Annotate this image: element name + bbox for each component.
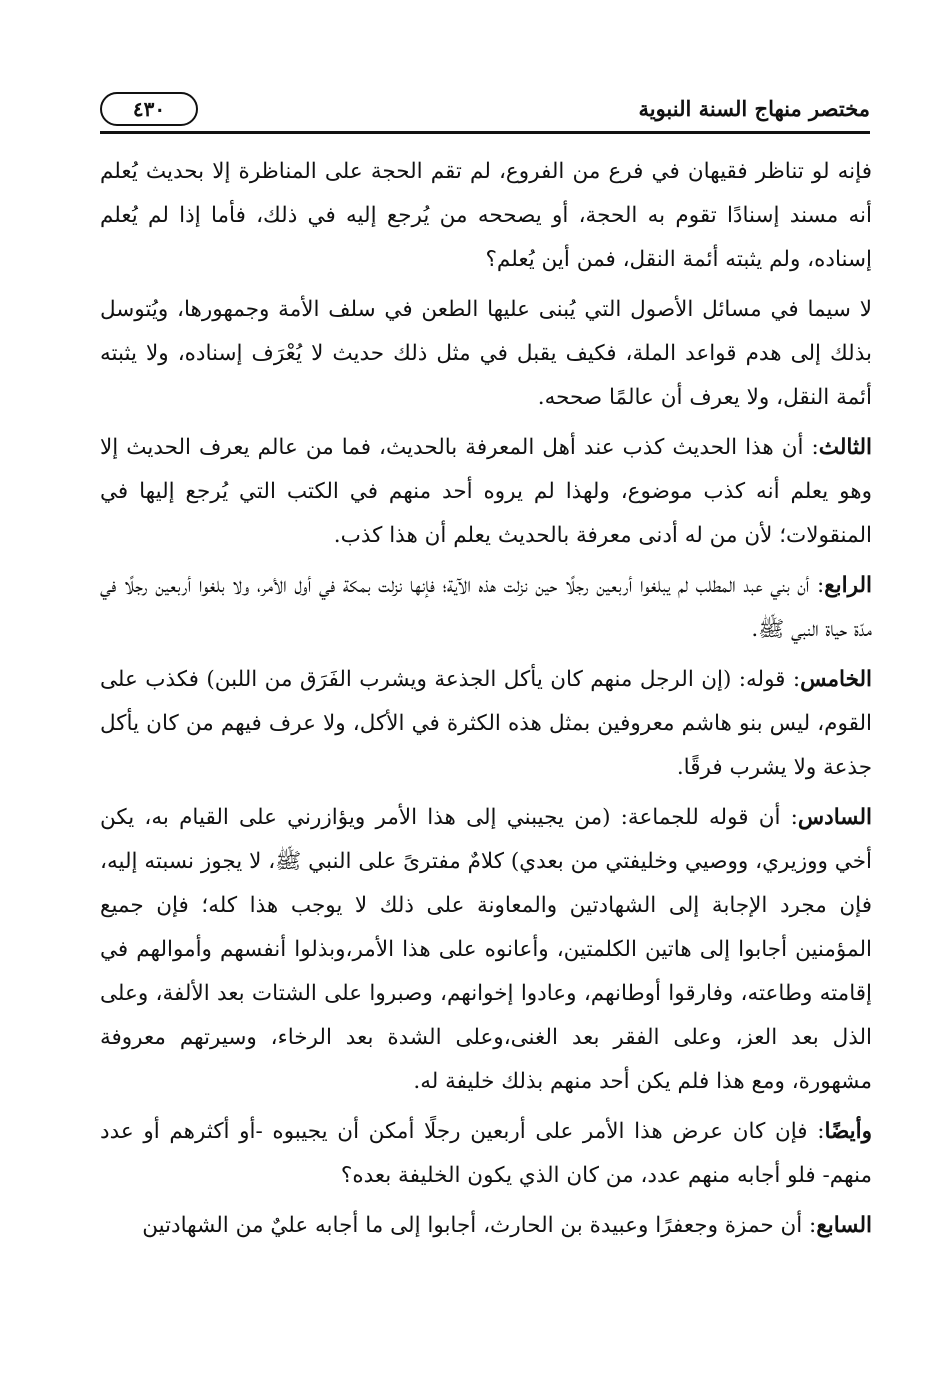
page-body xyxy=(100,150,872,1248)
paragraph-text: : أن قوله للجماعة: (من يجيبني إلى هذا الأمر ويؤازرني على القيام به، يكن أخي ووزيري، ووصيي وخليفتي من بعدي) كلامٌ مفترىً على النبي ﷺ، لا يجوز نسبته إليه، فإن مجرد الإجابة إلى الشهادتين والمعاونة على ذلك لا يوجب هذا كله؛ فإن جميع المؤمنين أجابوا إلى هاتين الكلمتين، وأعانوه على هذا الأمر،وبذلوا أنفسهم وأموالهم في إقامته وطاعته، وفارقوا أوطانهم، وعادوا إخوانهم، وصبروا على الشتات بعد الألفة، وعلى الذل بعد العز، وعلى الفقر بعد الغنى،وعلى الشدة بعد الرخاء، وسيرتهم معروفة مشهورة، ومع هذا فلم يكن أحد منهم بذلك خليفة له. xyxy=(100,805,872,1094)
running-title: مختصر منهاج السنة النبوية xyxy=(638,96,870,121)
page-number-badge: ٤٣٠ xyxy=(100,92,198,126)
paragraph-text: : فإن كان عرض هذا الأمر على أربعين رجلًا أمكن أن يجيبوه -أو أكثرهم أو عدد منهم- فلو أجابه منهم عدد، من كان الذي يكون الخليفة بعده؟ xyxy=(100,1119,872,1188)
paragraph-text: : أن بني عبد المطلب لم يبلغوا أربعين رجلًا حين نزلت هذه الآية؛ فإنها نزلت بمكة في أول الأمر، ولا بلغوا أربعين رجلًا في مدّة حياة النبي ﷺ. xyxy=(100,573,872,642)
paragraph-lead: وأيضًا xyxy=(824,1119,872,1144)
paragraph-fourth xyxy=(100,564,872,652)
paragraph-lead: السادس xyxy=(797,805,872,830)
paragraph-text: : أن حمزة وجعفرًا وعبيدة بن الحارث، أجابوا إلى ما أجابه عليٌ من الشهادتين xyxy=(142,1213,817,1238)
paragraph-1 xyxy=(100,150,872,282)
page-header xyxy=(100,92,870,132)
paragraph-text: : قوله: (إن الرجل منهم كان يأكل الجذعة ويشرب الفَرَق من اللبن) فكذب على القوم، ليس بنو هاشم معروفين بمثل هذه الكثرة في الأكل، ولا عرف فيهم من كان يأكل جذعة ولا يشرب فرقًا. xyxy=(100,667,872,780)
paragraph-third xyxy=(100,426,872,558)
paragraph-lead: الخامس xyxy=(800,667,872,692)
paragraph-text: : أن هذا الحديث كذب عند أهل المعرفة بالحديث، فما من عالم يعرف الحديث إلا وهو يعلم أنه كذب موضوع، ولهذا لم يروه أحد منهم في الكتب التي يُرجع إليها في المنقولات؛ لأن من له أدنى معرفة بالحديث يعلم أن هذا كذب. xyxy=(100,435,872,548)
paragraph-lead: السابع xyxy=(816,1213,872,1238)
header-rule xyxy=(100,131,870,134)
paragraph-fifth xyxy=(100,658,872,790)
paragraph-also xyxy=(100,1110,872,1198)
paragraph-seventh xyxy=(100,1204,872,1248)
paragraph-2 xyxy=(100,288,872,420)
paragraph-lead: الثالث xyxy=(818,435,872,460)
paragraph-sixth xyxy=(100,796,872,1104)
paragraph-text: فإنه لو تناظر فقيهان في فرع من الفروع، لم تقم الحجة على المناظرة إلا بحديث يُعلم أنه مسند إسنادًا تقوم به الحجة، أو يصححه من يُرجع إليه في ذلك، فأما إذا لم يُعلم إسناده، ولم يثبته أئمة النقل، فمن أين يُعلم؟ xyxy=(100,159,872,272)
paragraph-lead: الرابع xyxy=(824,573,872,598)
paragraph-text: لا سيما في مسائل الأصول التي يُبنى عليها الطعن في سلف الأمة وجمهورها، ويُتوسل بذلك إلى هدم قواعد الملة، فكيف يقبل في مثل ذلك حديث لا يُعْرَف إسناده، ولا يثبته أئمة النقل، ولا يعرف أن عالمًا صححه. xyxy=(100,297,872,410)
